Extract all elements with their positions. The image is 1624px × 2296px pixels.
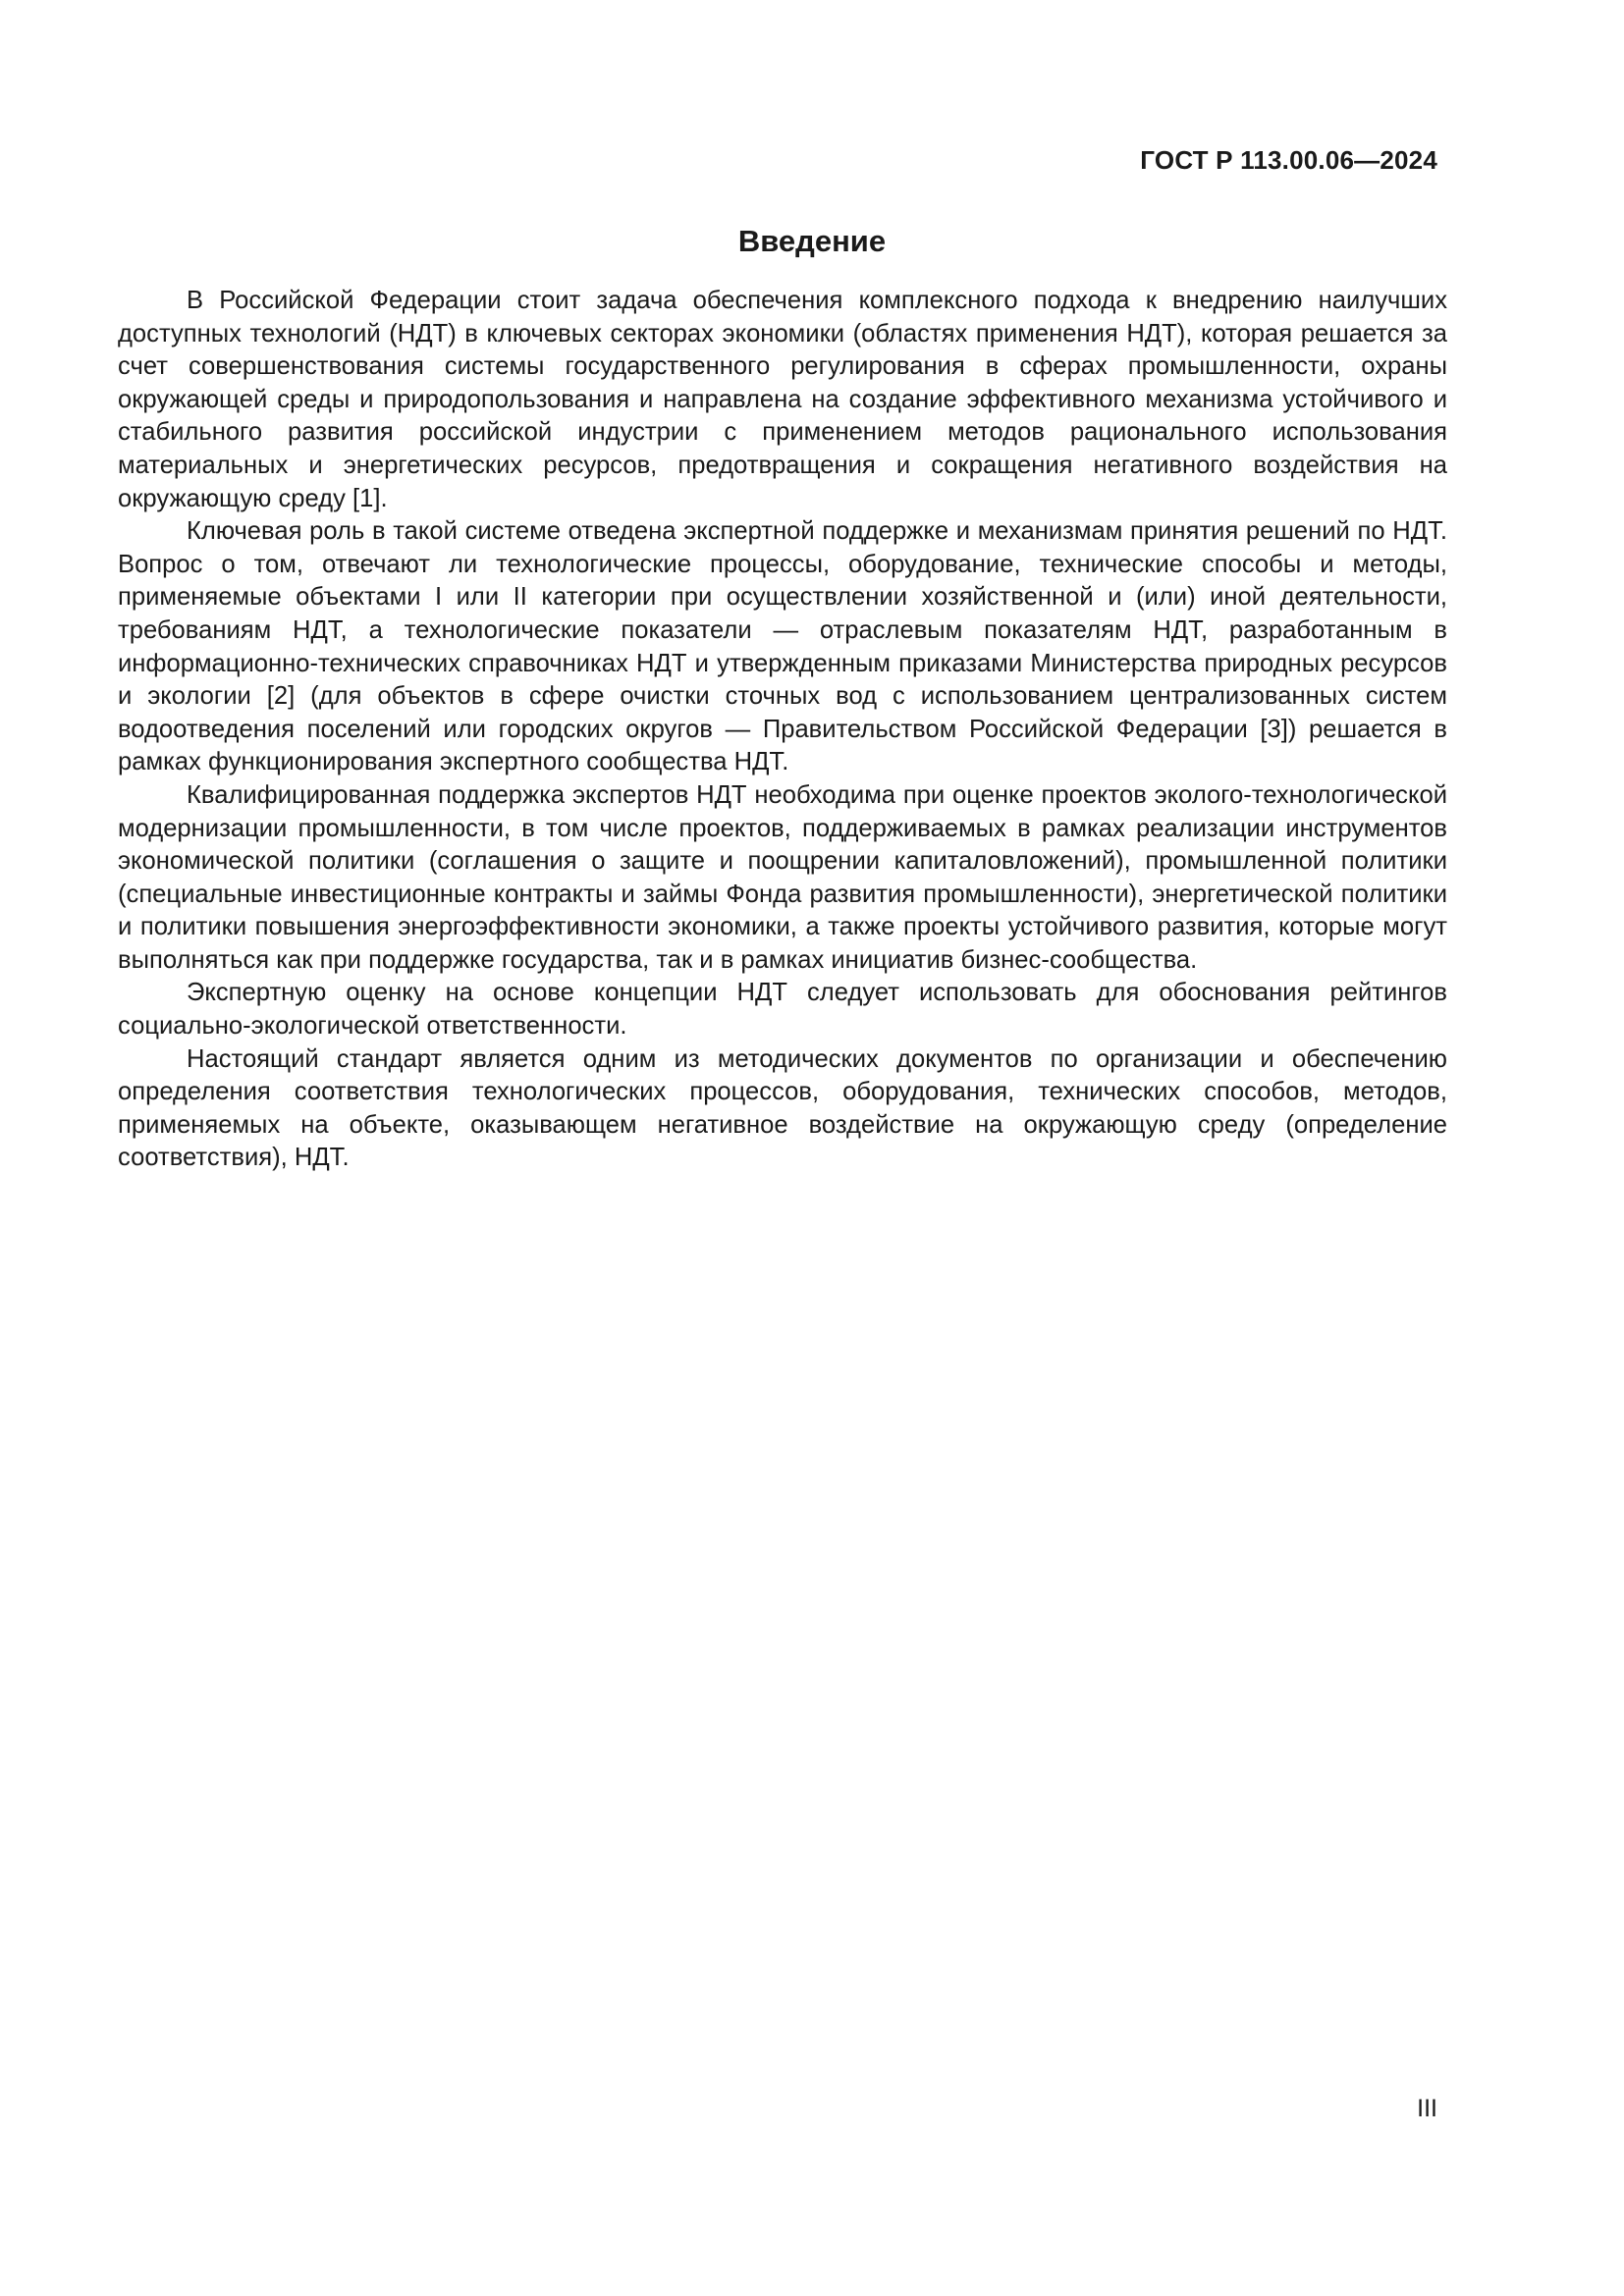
- paragraph-1: В Российской Федерации стоит задача обеспечения комплексного подхода к внедрению наилучших доступных технологий (НДТ) в ключевых секторах экономики (областях применения НДТ), которая решается за счет совершенствования системы государственного регулирования в сферах промышленности, охраны окружающей среды и природопользования и направлена на создание эффективного механизма устойчивого и стабильного развития российской индустрии с применением методов рационального использования материальных и энергетических ресурсов, предотвращения и сокращения негативного воздействия на окружающую среду [1].: [118, 287, 1447, 512]
- paragraph-4: Экспертную оценку на основе концепции НДТ следует использовать для обоснования рейтингов социально-экологической ответственности.: [118, 979, 1447, 1041]
- section-title: Введение: [737, 224, 887, 258]
- introduction-body: [118, 285, 1447, 1175]
- page-number: III: [1417, 2095, 1437, 2122]
- paragraph-3: Квалифицированная поддержка экспертов НДТ необходима при оценке проектов эколого-технологической модернизации промышленности, в том числе проектов, поддерживаемых в рамках реализации инструментов экономической политики (соглашения о защите и поощрении капиталовложений), промышленной политики (специальные инвестиционные контракты и займы Фонда развития промышленности), энергетической политики и политики повышения энергоэффективности экономики, а также проекты устойчивого развития, которые могут выполняться как при поддержке государства, так и в рамках инициатив бизнес-сообщества.: [118, 780, 1447, 974]
- document-code-header: ГОСТ Р 113.00.06—2024: [1140, 145, 1437, 175]
- paragraph-5: Настоящий стандарт является одним из методических документов по организации и обеспечению определения соответствия технологических процессов, оборудования, технических способов, методов, применяемых на объекте, оказывающем негативное воздействие на окружающую среду (определение соответствия), НДТ.: [118, 1044, 1447, 1172]
- paragraph-2: Ключевая роль в такой системе отведена экспертной поддержке и механизмам принятия решений по НДТ. Вопрос о том, отвечают ли технологические процессы, оборудование, технические способы и методы, применяемые объектами I или II категории при осуществлении хозяйственной и (или) иной деятельности, требованиям НДТ, а технологические показатели — отраслевым показателям НДТ, разработанным в информационно-технических справочниках НДТ и утвержденным приказами Министерства природных ресурсов и экологии [2] (для объектов в сфере очистки сточных вод с использованием централизованных систем водоотведения поселений или городских округов — Правительством Российской Федерации [3]) решается в рамках функционирования экспертного сообщества НДТ.: [118, 517, 1447, 776]
